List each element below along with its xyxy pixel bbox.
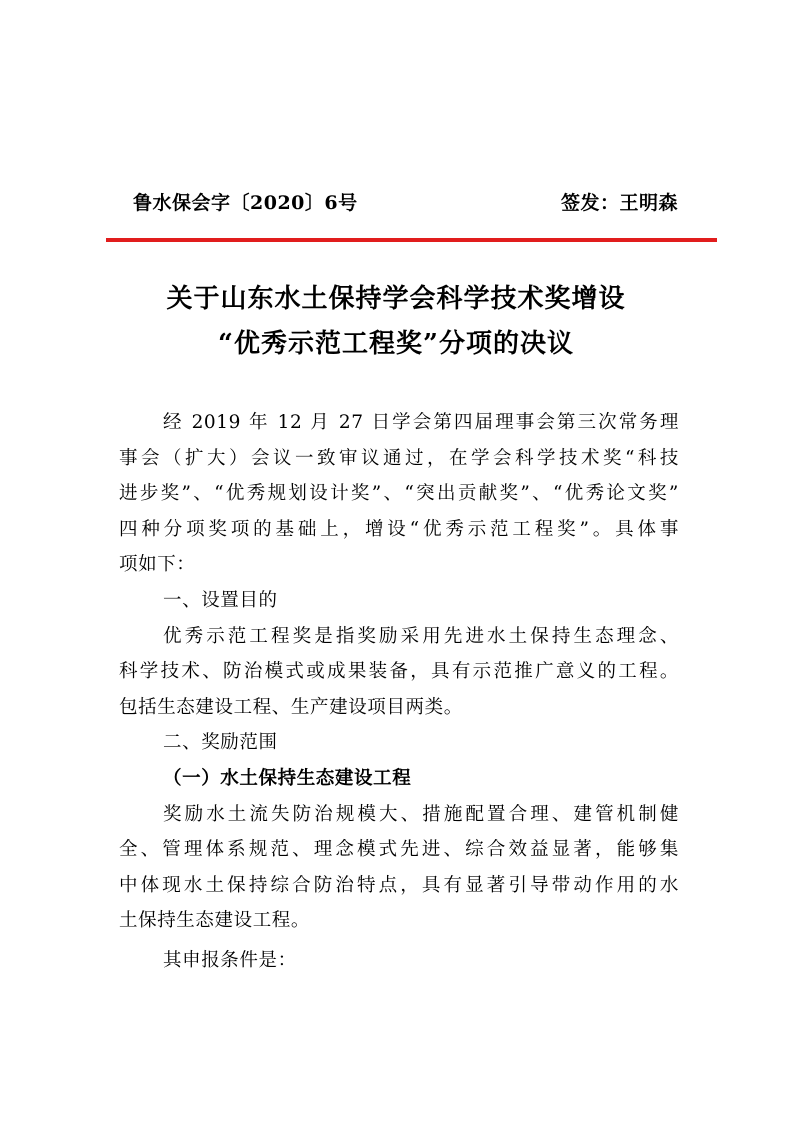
intro-line: 事会（扩大）会议一致审议通过，在学会科学技术奖“科技: [119, 447, 679, 469]
subsection-text-line: 奖励水土流失防治规模大、措施配置合理、建管机制健: [163, 803, 679, 825]
document-header: [133, 188, 678, 216]
document-body: [119, 405, 679, 979]
subsection-text-line: 全、管理体系规范、理念模式先进、综合效益显著，能够集: [119, 839, 679, 861]
document-number: 鲁水保会字〔2020〕6号: [133, 192, 358, 214]
intro-line: 经 2019 年 12 月 27 日学会第四届理事会第三次常务理: [163, 412, 679, 433]
section-heading-purpose: 一、设置目的: [163, 589, 278, 611]
signer: 签发：王明森: [560, 192, 678, 214]
section-text-line: 优秀示范工程奖是指奖励采用先进水土保持生态理念、: [163, 625, 679, 647]
red-divider-rule: [106, 238, 717, 242]
subsection-text-line: 土保持生态建设工程。: [119, 910, 311, 932]
intro-line: 项如下：: [119, 554, 196, 576]
intro-line: 四种分项奖项的基础上，增设“优秀示范工程奖”。具体事: [119, 518, 679, 540]
section-heading-scope: 二、奖励范围: [163, 732, 278, 754]
conditions-lead: 其申报条件是：: [163, 949, 297, 971]
section-text-line: 科学技术、防治模式或成果装备，具有示范推广意义的工程。: [119, 661, 679, 683]
document-title-line-2: “优秀示范工程奖”分项的决议: [218, 329, 574, 359]
intro-line: 进步奖”、“优秀规划设计奖”、“突出贡献奖”、“优秀论文奖”: [119, 483, 679, 505]
subsection-text-line: 中体现水土保持综合防治特点，具有显著引导带动作用的水: [119, 874, 679, 896]
subsection-heading: （一）水土保持生态建设工程: [163, 767, 412, 789]
document-title-line-1: 关于山东水土保持学会科学技术奖增设: [166, 284, 626, 314]
section-text-line: 包括生态建设工程、生产建设项目两类。: [119, 696, 463, 718]
